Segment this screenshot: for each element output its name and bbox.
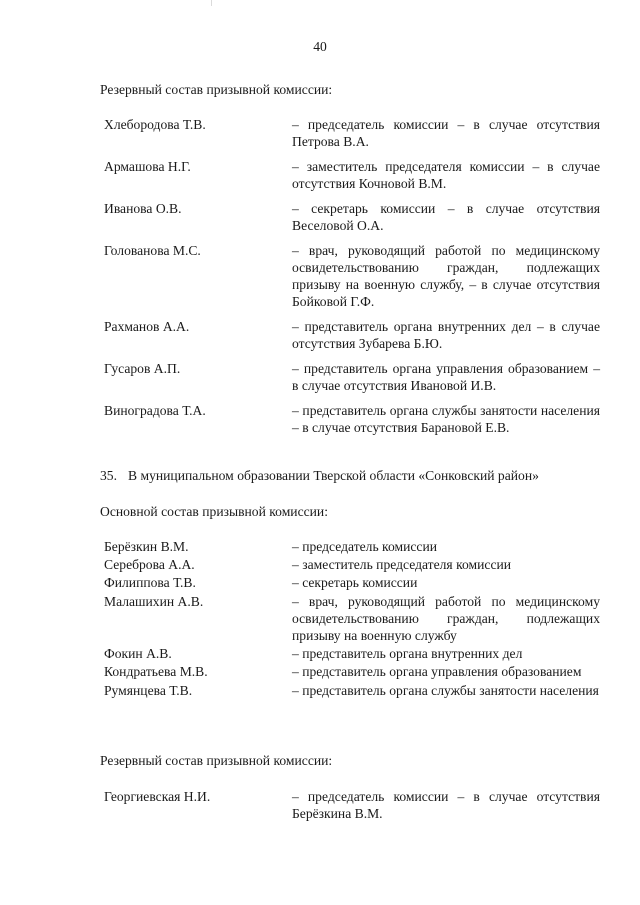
member-row [104,318,600,352]
member-row [104,538,600,555]
member-name: Виноградова Т.А. [104,402,206,418]
main-heading: Основной состав призывной комиссии: [100,504,328,519]
member-role: – заместитель председателя комиссии [292,557,512,573]
member-name: Кондратьева М.В. [104,664,208,680]
member-role: – представитель органа управления образованием [292,664,582,680]
member-name: Филиппова Т.В. [104,575,196,591]
member-role: – председатель комиссии [292,539,437,554]
section-35-title [100,467,600,484]
member-role: – секретарь комиссии – в случае отсутствия Веселовой О.А. [292,200,600,234]
scan-mark [211,0,212,6]
member-role: – представитель органа внутренних дел [292,646,523,662]
reserve-heading-2: Резервный состав призывной комиссии: [100,753,333,768]
reserve-members-list [104,116,600,444]
member-row [104,200,600,234]
member-name: Рахманов А.А. [104,319,190,335]
member-name: Гусаров А.П. [104,360,181,376]
member-role: – представитель органа управления образованием – в случае отсутствия Ивановой И.В. [292,360,600,394]
reserve-heading: Резервный состав призывной комиссии: [100,82,333,97]
member-name: Берёзкин В.М. [104,539,189,554]
member-role: – представитель органа службы занятости населения [292,682,599,698]
member-row [104,360,600,394]
member-row [104,402,600,436]
member-role: – представитель органа внутренних дел – в случае отсутствия Зубарева Б.Ю. [292,319,600,352]
member-name: Фокин А.В. [104,646,172,662]
member-name: Голованова М.С. [104,242,201,258]
member-name: Георгиевская Н.И. [104,789,211,804]
member-role: – секретарь комиссии [292,575,418,591]
member-role: – врач, руководящий работой по медицинскому освидетельствованию граждан, подлежащих призыву на военную службу, – в случае отсутствия Бойковой Г.Ф. [292,242,600,310]
member-name: Румянцева Т.В. [104,682,193,698]
member-role: – представитель органа службы занятости населения – в случае отсутствия Барановой Е.В. [292,402,600,436]
member-name: Армашова Н.Г. [104,158,191,174]
member-name: Малашихин А.В. [104,593,204,609]
member-row [104,788,600,822]
member-role: – председатель комиссии – в случае отсутствия Петрова В.А. [292,117,600,150]
member-role: – председатель комиссии – в случае отсутствия Берёзкина В.М. [292,789,600,822]
main-members-list [104,538,600,700]
section-title: В муниципальном образовании Тверской области «Сонковский район» [128,468,539,483]
member-row [104,556,600,573]
member-name: Иванова О.В. [104,200,182,216]
section-number: 35. [100,468,117,483]
member-row [104,158,600,192]
page-number: 40 [313,39,327,54]
member-role: – заместитель председателя комиссии – в случае отсутствия Кочновой В.М. [292,158,600,192]
member-row [104,116,600,150]
member-name: Хлебородова Т.В. [104,117,206,132]
member-row [104,242,600,311]
member-row [104,682,600,699]
member-name: Сереброва А.А. [104,557,195,573]
member-row [104,645,600,662]
member-row [104,593,600,645]
member-row [104,574,600,591]
member-row [104,663,600,680]
reserve-members-list-2 [104,788,600,830]
member-role: – врач, руководящий работой по медицинскому освидетельствованию граждан, подлежащих призыву на военную службу [292,593,600,644]
